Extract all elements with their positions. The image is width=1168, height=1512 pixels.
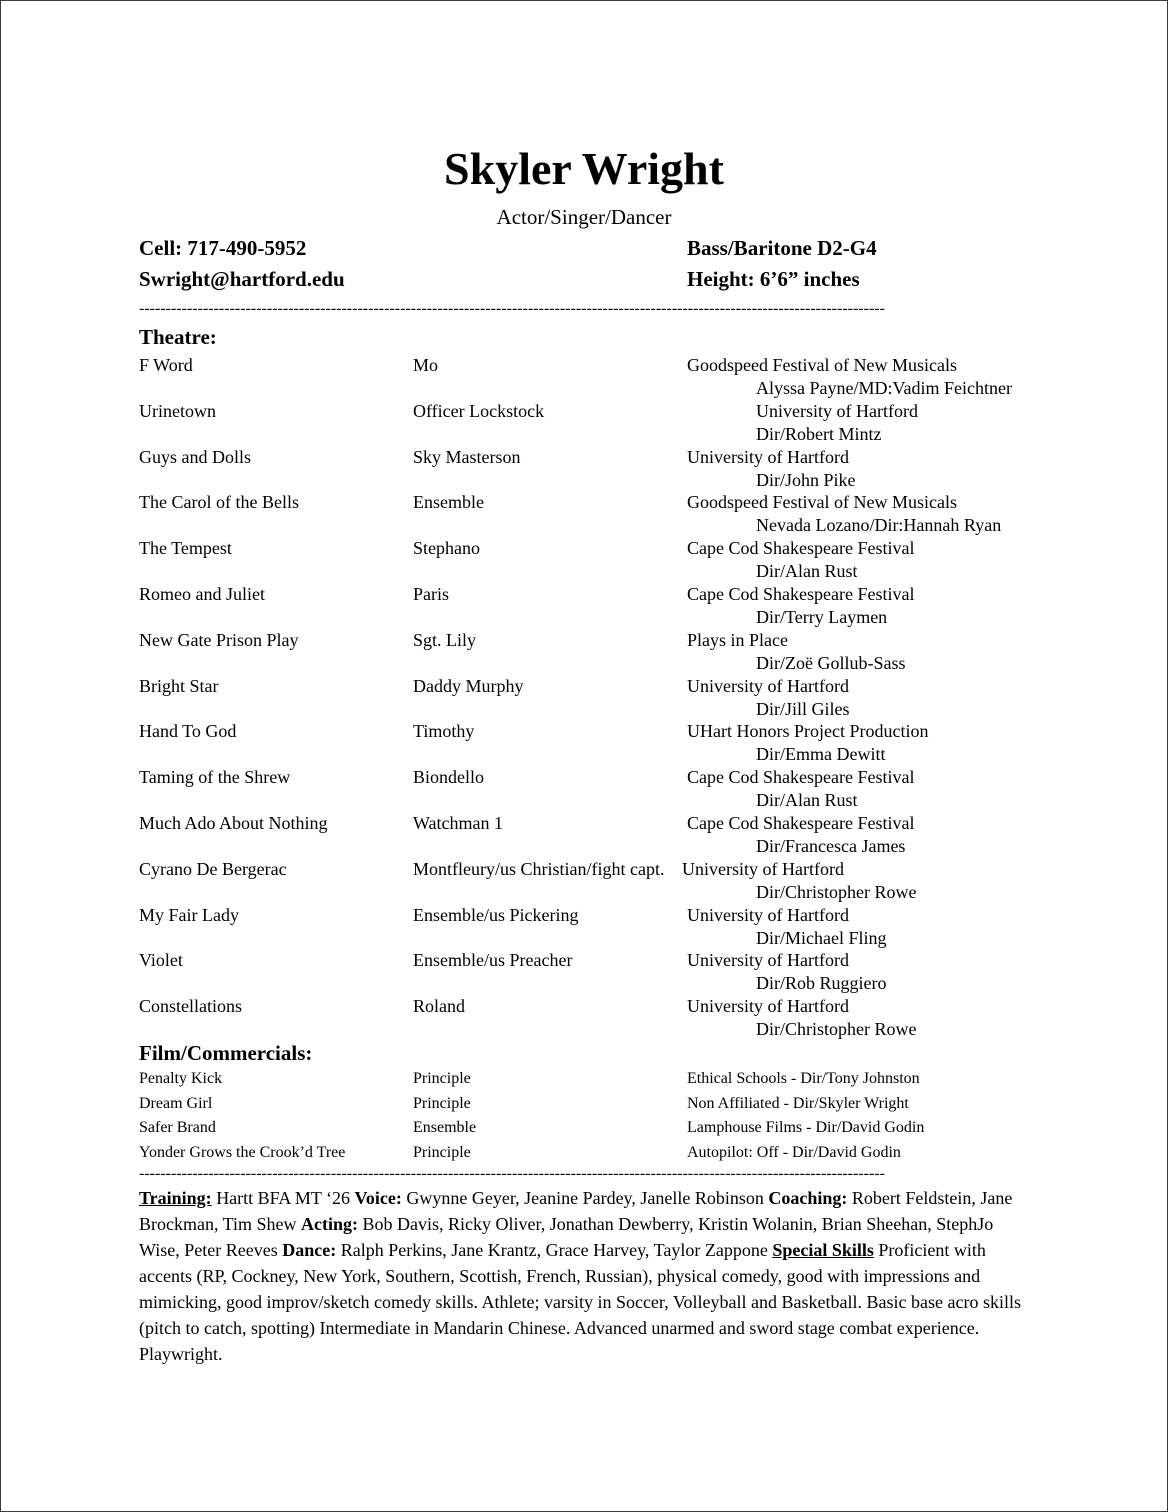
theatre-credit-row	[139, 537, 1039, 583]
theatre-show-title: Hand To God	[139, 721, 237, 742]
theatre-director: Dir/Robert Mintz	[756, 423, 882, 444]
theatre-company: University of Hartford	[682, 858, 844, 879]
theatre-role: Roland	[413, 996, 465, 1017]
divider-bottom: --------------------------------------------------------------------------------------------------------------------------------------------	[139, 1165, 885, 1182]
coaching-text: Robert Feldstein, Jane Brockman, Tim Shew	[139, 1188, 1013, 1234]
theatre-credits-list	[139, 354, 1039, 1041]
theatre-role: Watchman 1	[413, 812, 504, 833]
theatre-show-title: Much Ado About Nothing	[139, 812, 328, 833]
theatre-company: University of Hartford	[756, 400, 918, 421]
theatre-show-title: Constellations	[139, 996, 242, 1017]
film-credit: Ethical Schools - Dir/Tony Johnston	[687, 1070, 920, 1087]
acting-text: Bob Davis, Ricky Oliver, Jonathan Dewberry, Kristin Wolanin, Brian Sheehan, StephJo Wise, Peter Reeves	[139, 1214, 994, 1260]
theatre-credit-row	[139, 491, 1039, 537]
film-credit: Lamphouse Films - Dir/David Godin	[687, 1119, 925, 1136]
theatre-company: Goodspeed Festival of New Musicals	[687, 355, 957, 375]
theatre-show-title: Cyrano De Bergerac	[139, 858, 287, 879]
theatre-show-title: The Tempest	[139, 538, 232, 559]
theatre-show-title: My Fair Lady	[139, 904, 239, 925]
theatre-director: Dir/Jill Giles	[756, 698, 850, 719]
theatre-role: Sky Masterson	[413, 446, 521, 467]
theatre-director: Dir/Christopher Rowe	[756, 881, 917, 902]
special-skills-label: Special Skills	[772, 1240, 874, 1260]
theatre-role: Biondello	[413, 767, 484, 788]
theatre-role: Daddy Murphy	[413, 675, 524, 696]
film-title: Penalty Kick	[139, 1070, 223, 1087]
theatre-show-title: Guys and Dolls	[139, 446, 251, 467]
actor-name: Skyler Wright	[444, 143, 724, 194]
theatre-director: Dir/Terry Laymen	[756, 606, 888, 627]
voice-text: Gwynne Geyer, Jeanine Pardey, Janelle Robinson	[401, 1188, 769, 1208]
theatre-director: Dir/Michael Fling	[756, 927, 887, 948]
theatre-credit-row	[139, 858, 1039, 904]
theatre-show-title: F Word	[139, 355, 193, 375]
theatre-credit-row	[139, 904, 1039, 950]
film-credit-row	[139, 1068, 1039, 1093]
theatre-credit-row	[139, 675, 1039, 721]
theatre-director: Dir/Rob Ruggiero	[756, 973, 887, 994]
theatre-role: Sgt. Lily	[413, 629, 477, 650]
theatre-company: Cape Cod Shakespeare Festival	[687, 812, 915, 833]
film-credit: Non Affiliated - Dir/Skyler Wright	[687, 1094, 909, 1112]
voice-type: Bass/Baritone D2-G4	[687, 236, 877, 260]
theatre-credit-row	[139, 720, 1039, 766]
theatre-company: University of Hartford	[687, 446, 849, 467]
special-skills-text: Proficient with accents (RP, Cockney, New York, Southern, Scottish, French, Russian), physical comedy, good with impressions and mimicking, good improv/sketch comedy skills. Athlete; varsity in Soccer, Volleyball and Basketball. Basic base acro skills (pitch to catch, spotting) Intermediate in Mandarin Chinese. Advanced unarmed and sword stage combat experience. Playwright.	[139, 1240, 1021, 1364]
theatre-company: Cape Cod Shakespeare Festival	[687, 767, 915, 788]
theatre-show-title: Romeo and Juliet	[139, 583, 265, 604]
theatre-show-title: The Carol of the Bells	[139, 492, 299, 513]
theatre-show-title: Taming of the Shrew	[139, 767, 291, 788]
coaching-label: Coaching:	[768, 1188, 848, 1208]
divider-top: --------------------------------------------------------------------------------------------------------------------------------------------	[139, 300, 885, 317]
film-title: Dream Girl	[139, 1094, 213, 1112]
dance-label: Dance:	[282, 1240, 337, 1260]
theatre-role: Ensemble/us Pickering	[413, 904, 579, 925]
film-credit-row	[139, 1142, 1039, 1167]
film-role: Principle	[413, 1070, 471, 1087]
theatre-credit-row	[139, 766, 1039, 812]
theatre-role: Officer Lockstock	[413, 400, 545, 421]
theatre-director: Dir/Alan Rust	[756, 561, 858, 582]
theatre-credit-row	[139, 400, 1039, 446]
theatre-role: Ensemble	[413, 492, 484, 513]
film-heading: Film/Commercials:	[139, 1041, 313, 1065]
theatre-director: Alyssa Payne/MD:Vadim Feichtner	[756, 378, 1012, 398]
theatre-company: University of Hartford	[687, 675, 849, 696]
theatre-director: Nevada Lozano/Dir:Hannah Ryan	[756, 515, 1002, 536]
theatre-role: Timothy	[413, 721, 475, 742]
cell-phone: Cell: 717-490-5952	[139, 236, 307, 260]
height: Height: 6’6” inches	[687, 267, 860, 291]
film-credits-list	[139, 1068, 1039, 1166]
theatre-director: Dir/Emma Dewitt	[756, 744, 886, 765]
theatre-credit-row	[139, 812, 1039, 858]
theatre-director: Dir/John Pike	[756, 469, 856, 490]
email-address: Swright@hartford.edu	[139, 267, 345, 291]
theatre-credit-row	[139, 995, 1039, 1041]
film-title: Safer Brand	[139, 1119, 216, 1136]
theatre-company: University of Hartford	[687, 996, 849, 1017]
theatre-credit-row	[139, 583, 1039, 629]
theatre-director: Dir/Zoë Gollub-Sass	[756, 652, 906, 673]
theatre-role: Ensemble/us Preacher	[413, 950, 573, 971]
theatre-credit-row	[139, 629, 1039, 675]
training-label: Training:	[139, 1188, 212, 1208]
theatre-credit-row	[139, 446, 1039, 492]
film-role: Principle	[413, 1094, 471, 1112]
film-credit: Autopilot: Off - Dir/David Godin	[687, 1143, 901, 1161]
theatre-credit-row	[139, 949, 1039, 995]
voice-label: Voice:	[354, 1188, 402, 1208]
theatre-role: Mo	[413, 355, 439, 375]
theatre-director: Dir/Christopher Rowe	[756, 1019, 917, 1040]
theatre-company: Cape Cod Shakespeare Festival	[687, 583, 915, 604]
theatre-show-title: Urinetown	[139, 400, 216, 421]
dance-text: Ralph Perkins, Jane Krantz, Grace Harvey, Taylor Zappone	[336, 1240, 773, 1260]
training-text: Hartt BFA MT ‘26	[211, 1188, 355, 1208]
theatre-heading: Theatre:	[139, 325, 217, 349]
film-title: Yonder Grows the Crook’d Tree	[139, 1143, 346, 1161]
theatre-company: Cape Cod Shakespeare Festival	[687, 538, 915, 559]
actor-subtitle: Actor/Singer/Dancer	[496, 205, 672, 229]
theatre-company: UHart Honors Project Production	[687, 721, 929, 742]
theatre-director: Dir/Francesca James	[756, 835, 906, 856]
theatre-show-title: New Gate Prison Play	[139, 629, 299, 650]
theatre-show-title: Violet	[139, 950, 183, 971]
theatre-company: Goodspeed Festival of New Musicals	[687, 492, 957, 513]
theatre-show-title: Bright Star	[139, 675, 219, 696]
theatre-role: Paris	[413, 583, 449, 604]
theatre-credit-row	[139, 354, 1039, 400]
theatre-director: Dir/Alan Rust	[756, 790, 858, 811]
training-paragraph	[139, 1185, 1031, 1367]
theatre-company: University of Hartford	[687, 904, 849, 925]
film-role: Principle	[413, 1143, 471, 1161]
theatre-role: Montfleury/us Christian/fight capt.	[413, 858, 665, 879]
film-role: Ensemble	[413, 1119, 477, 1136]
film-credit-row	[139, 1093, 1039, 1118]
theatre-company: University of Hartford	[687, 950, 849, 971]
acting-label: Acting:	[301, 1214, 359, 1234]
theatre-role: Stephano	[413, 538, 480, 559]
film-credit-row	[139, 1117, 1039, 1142]
theatre-company: Plays in Place	[687, 629, 788, 650]
